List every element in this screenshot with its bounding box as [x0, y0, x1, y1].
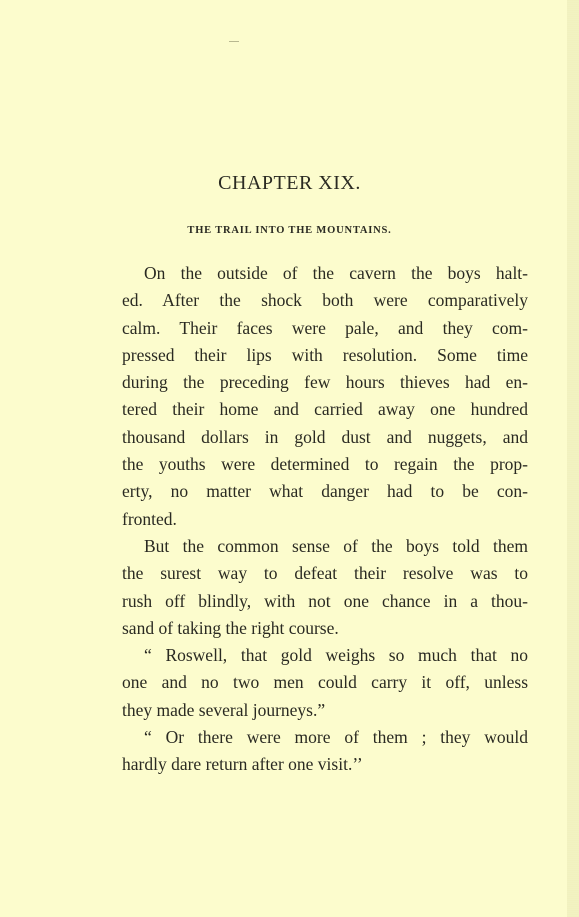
text-line: But the common sense of the boys told them	[144, 535, 528, 556]
text-line: “ Or there were more of them ; they would	[144, 727, 528, 748]
chapter-subtitle: THE TRAIL INTO THE MOUNTAINS.	[187, 225, 392, 236]
text-line: pressed their lips with resolution. Some time	[122, 344, 528, 365]
text-line: rush off blindly, with not one chance in a thou-	[122, 590, 528, 611]
page-speck	[229, 41, 239, 42]
text-line: sand of taking the right course.	[122, 617, 339, 638]
text-line: “ Roswell, that gold weighs so much that no	[144, 645, 528, 666]
text-line: ed. After the shock both were comparatively	[122, 290, 528, 311]
text-line: one and no two men could carry it off, unless	[122, 672, 528, 693]
body-text	[122, 260, 528, 779]
chapter-title: CHAPTER XIX.	[218, 172, 361, 194]
text-line: the surest way to defeat their resolve was to	[122, 563, 528, 584]
text-line: hardly dare return after one visit.’’	[122, 754, 363, 775]
text-line: tered their home and carried away one hundred	[122, 399, 528, 420]
text-line: erty, no matter what danger had to be con-	[122, 481, 528, 502]
text-line: they made several journeys.”	[122, 699, 326, 720]
text-line: calm. Their faces were pale, and they com-	[122, 317, 528, 338]
page-edge	[567, 0, 579, 917]
text-line: during the preceding few hours thieves had en-	[122, 372, 528, 393]
text-line: fronted.	[122, 508, 177, 529]
text-line: thousand dollars in gold dust and nuggets, and	[122, 426, 528, 447]
text-line: On the outside of the cavern the boys halt-	[144, 263, 528, 283]
text-line: the youths were determined to regain the prop-	[122, 454, 528, 475]
